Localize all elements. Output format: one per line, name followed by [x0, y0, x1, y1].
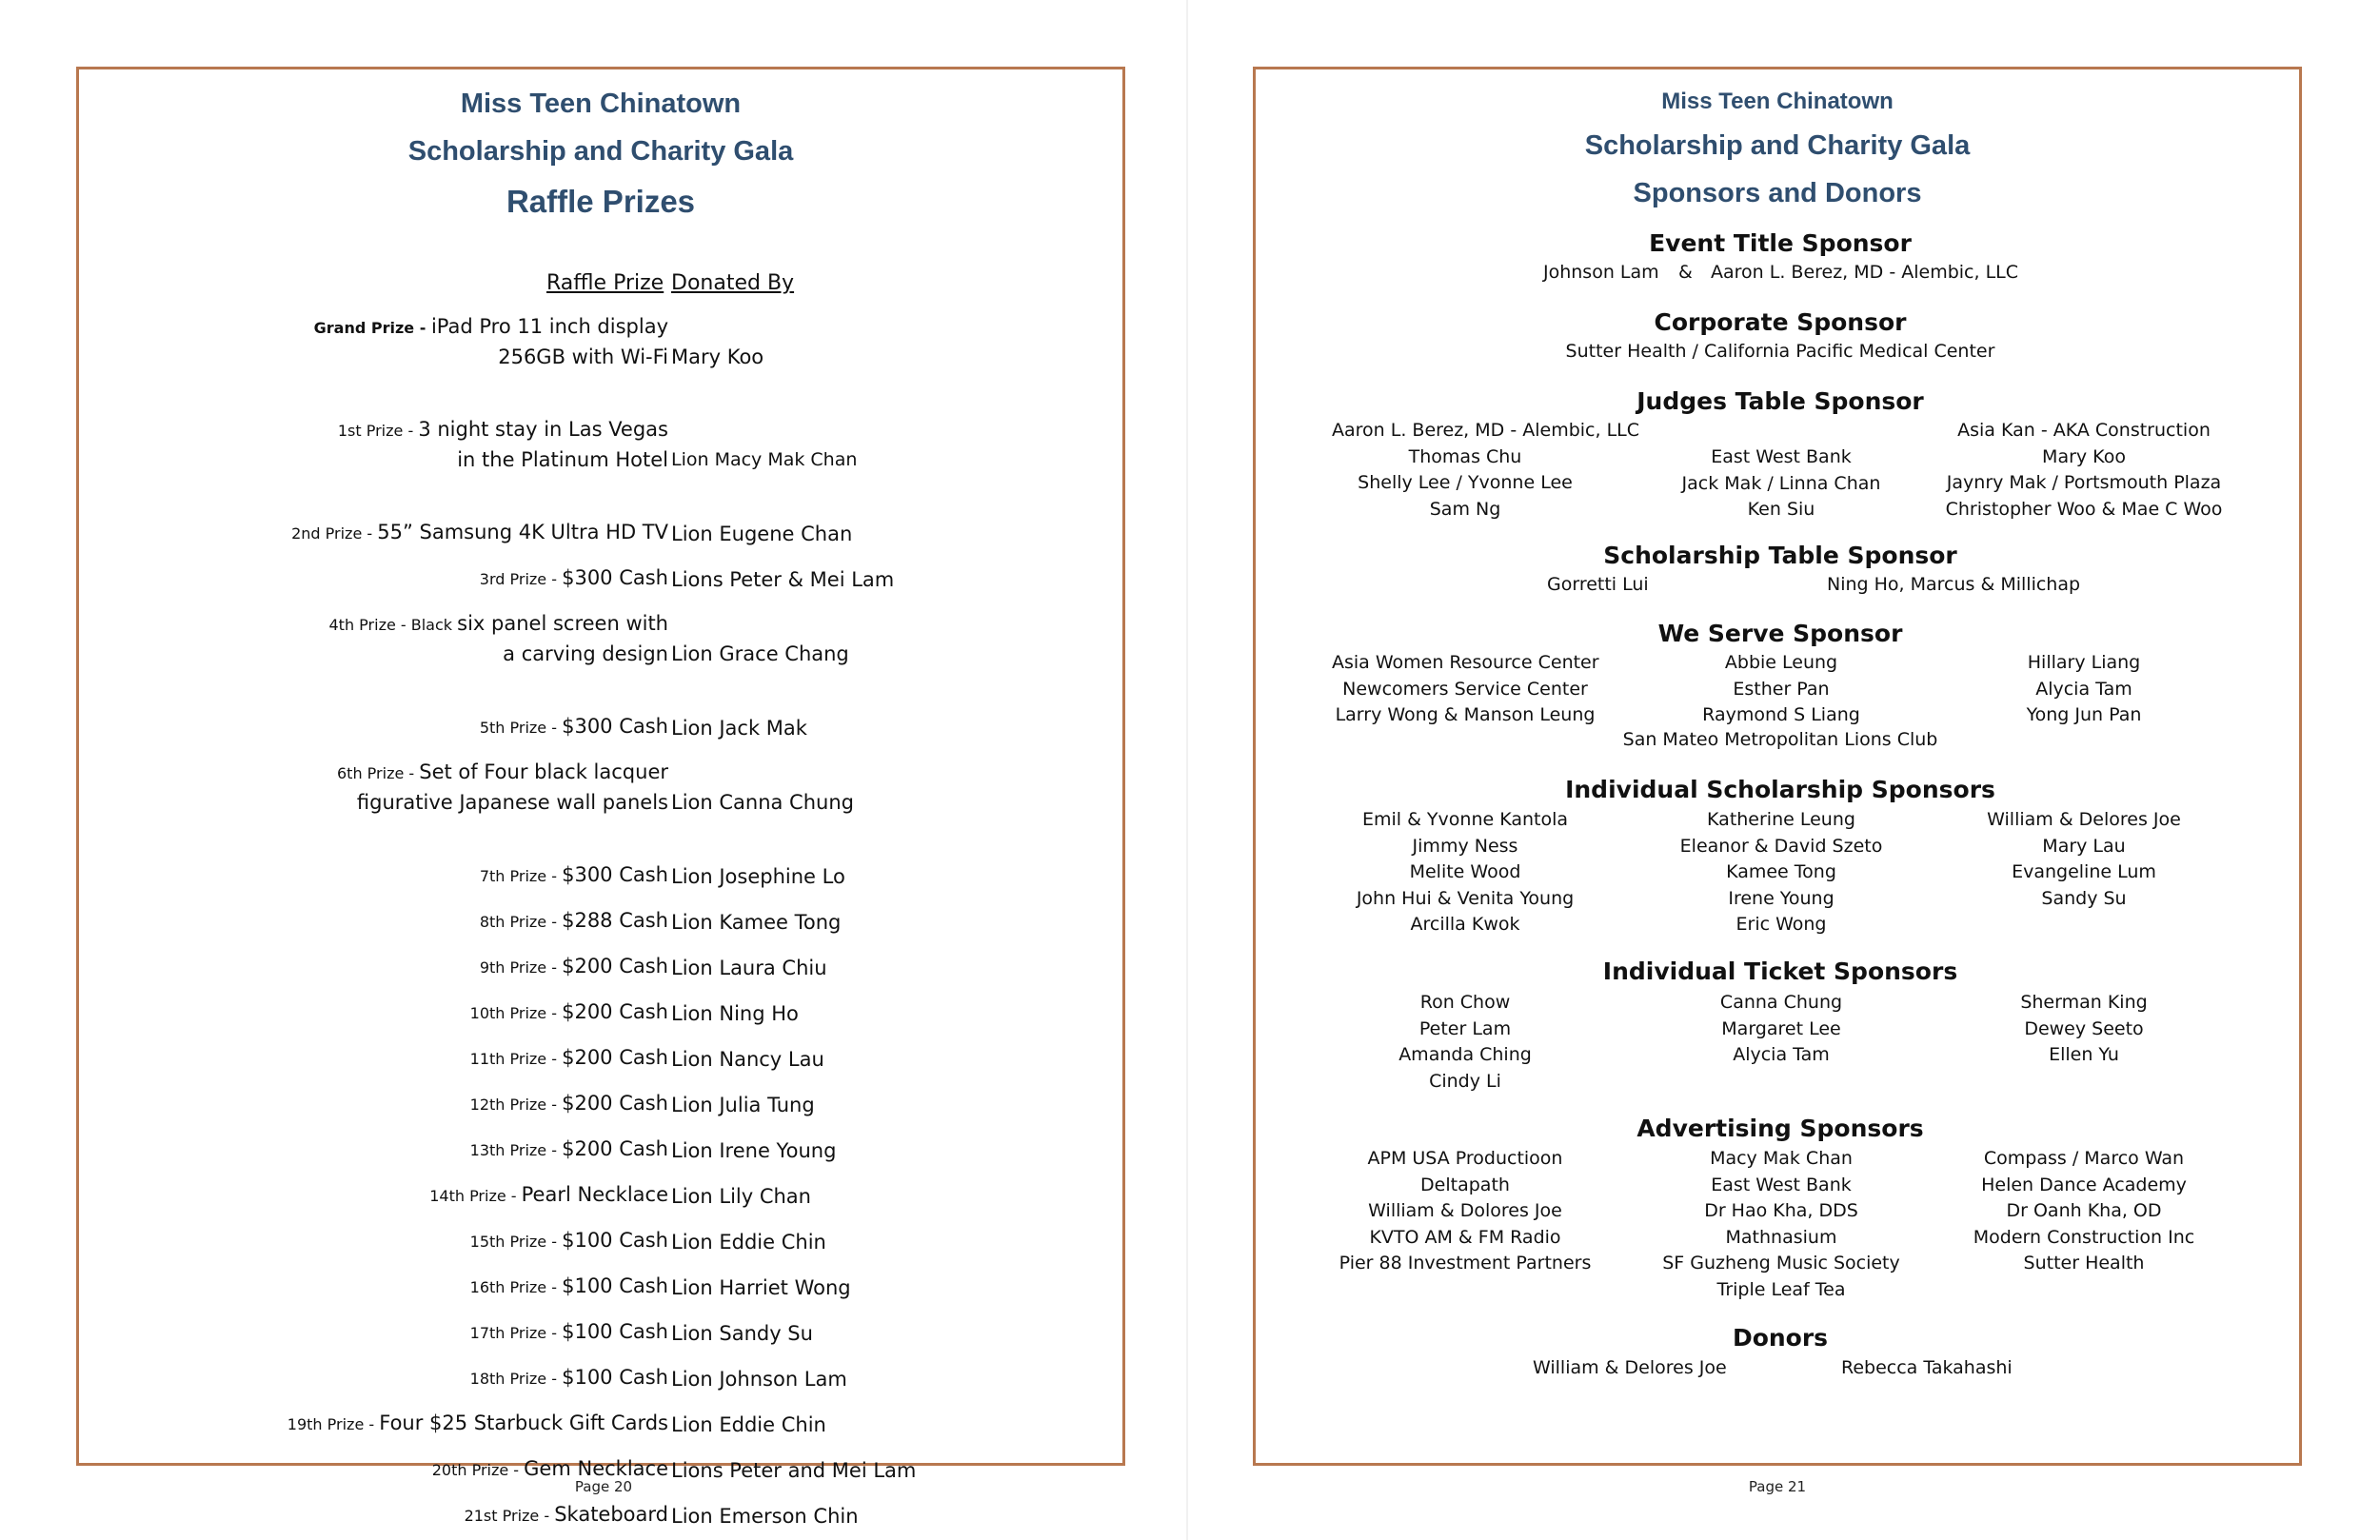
ticket-name: Peter Lam	[1418, 1017, 1512, 1039]
prize-donor: Lions Peter and Mei Lam	[671, 1459, 917, 1482]
adv-name: William & Dolores Joe	[1368, 1200, 1562, 1221]
judges-name: Mary Koo	[2042, 445, 2126, 467]
prize-donor: Lions Peter & Mei Lam	[671, 568, 895, 591]
event-title-sponsor-heading: Event Title Sponsor	[1649, 229, 1912, 257]
prize-label: 2nd Prize -	[291, 524, 378, 543]
corporate-sponsor: Sutter Health / California Pacific Medical Center	[1565, 341, 1995, 362]
prize-label: 19th Prize -	[287, 1415, 380, 1433]
weserve-name: Alycia Tam	[2035, 678, 2132, 700]
adv-col-2	[1629, 1146, 1934, 1303]
prize-label: 20th Prize -	[431, 1461, 525, 1479]
judges-name: Jaynry Mak / Portsmouth Plaza	[1946, 472, 2222, 493]
weserve-last: San Mateo Metropolitan Lions Club	[1622, 729, 1938, 750]
weserve-name: Raymond S Liang	[1702, 704, 1860, 725]
prize-donor: Lion Irene Young	[671, 1139, 837, 1162]
prize-row	[79, 417, 1128, 474]
prize-label: 9th Prize -	[479, 958, 563, 977]
adv-name: Dr Hao Kha, DDS	[1704, 1200, 1858, 1221]
prize-label: 12th Prize -	[469, 1096, 563, 1114]
judges-name: Christopher Woo & Mae C Woo	[1945, 498, 2223, 520]
prize-line-1: $200 Cash	[562, 1092, 668, 1115]
scholarship-sponsor-a: Gorretti Lui	[1547, 574, 1649, 595]
prize-description	[337, 758, 668, 817]
right-page-frame	[1253, 67, 2302, 1466]
prize-label: 18th Prize -	[469, 1370, 563, 1388]
weserve-col-3	[1922, 650, 2246, 729]
prize-line-1: $200 Cash	[562, 1046, 668, 1069]
indiv-name: Mary Lau	[2042, 835, 2126, 857]
prize-donor: Lion Eugene Chan	[671, 523, 853, 545]
col-header-prize: Raffle Prize	[546, 271, 664, 295]
judges-name: Ken Siu	[1747, 499, 1815, 520]
left-title-2: Scholarship and Charity Gala	[407, 136, 794, 167]
prize-description	[314, 312, 668, 371]
prize-label: 21st Prize -	[464, 1507, 555, 1525]
indiv-name: Katherine Leung	[1707, 809, 1855, 830]
prize-label: 17th Prize -	[469, 1324, 563, 1342]
left-title-3: Raffle Prizes	[506, 184, 696, 219]
adv-name: Macy Mak Chan	[1710, 1148, 1853, 1169]
prize-line-1: $300 Cash	[562, 715, 668, 738]
weserve-name: Hillary Liang	[2027, 652, 2141, 673]
ticket-name: Alycia Tam	[1733, 1044, 1830, 1065]
indiv-name: Sandy Su	[2041, 887, 2127, 909]
prize-line-1: Pearl Necklace	[521, 1183, 668, 1206]
prize-line-1: $288 Cash	[562, 909, 668, 932]
indiv-name: Kamee Tong	[1726, 861, 1836, 882]
ticket-name: Amanda Ching	[1398, 1044, 1532, 1065]
prize-donor: Lion Grace Chang	[671, 642, 849, 665]
prize-line-1: 55” Samsung 4K Ultra HD TV	[377, 521, 668, 543]
judges-name: Sam Ng	[1429, 498, 1501, 520]
judges-name: East West Bank	[1711, 446, 1852, 467]
donors-heading: Donors	[1732, 1324, 1829, 1352]
indiv-name: Melite Wood	[1409, 861, 1521, 882]
prize-donor: Lion Emerson Chin	[671, 1505, 859, 1528]
weserve-col-1	[1332, 650, 1598, 729]
prize-donor: Lion Kamee Tong	[671, 911, 842, 934]
adv-col-1	[1332, 1146, 1598, 1277]
prize-description	[480, 712, 668, 742]
col-header-donor: Donated By	[671, 271, 795, 295]
we-serve-sponsor-heading: We Serve Sponsor	[1657, 620, 1903, 647]
event-sponsor-a: Johnson Lam	[1543, 262, 1659, 283]
left-title-1: Miss Teen Chinatown	[460, 89, 742, 119]
prize-line-1: 3 night stay in Las Vegas	[418, 418, 668, 441]
judges-name: Shelly Lee / Yvonne Lee	[1358, 472, 1573, 493]
judges-name: Asia Kan - AKA Construction	[1957, 420, 2211, 441]
prize-donor: Lion Lily Chan	[671, 1185, 811, 1208]
prize-donor: Lion Julia Tung	[671, 1094, 815, 1116]
prize-donor: Lion Canna Chung	[671, 791, 854, 814]
prize-line-1: Set of Four black lacquer	[419, 760, 668, 783]
prize-description	[480, 563, 668, 594]
prize-donor: Mary Koo	[671, 346, 764, 368]
adv-name: Deltapath	[1420, 1174, 1510, 1195]
event-sponsor-b: Aaron L. Berez, MD - Alembic, LLC	[1711, 262, 2018, 283]
judges-table-sponsor-heading: Judges Table Sponsor	[1636, 387, 1924, 415]
prize-donor: Lion Sandy Su	[671, 1322, 813, 1345]
prize-line-1: $300 Cash	[562, 863, 668, 886]
prize-label: 4th Prize - Black	[328, 616, 458, 634]
indiv-name: William & Delores Joe	[1987, 809, 2181, 830]
donor-b: Rebecca Takahashi	[1841, 1357, 2013, 1378]
adv-col-3	[1922, 1146, 2246, 1277]
weserve-col-2	[1629, 650, 1934, 729]
prize-label: 3rd Prize -	[479, 570, 563, 588]
adv-name: Pier 88 Investment Partners	[1339, 1253, 1592, 1273]
scholarship-sponsor-b: Ning Ho, Marcus & Millichap	[1827, 574, 2081, 595]
ticket-name: Ron Chow	[1419, 992, 1511, 1013]
prize-row	[79, 685, 1128, 742]
weserve-name: Asia Women Resource Center	[1332, 652, 1599, 673]
indiv-name: John Hui & Venita Young	[1356, 887, 1575, 909]
indiv-name: Eleanor & David Szeto	[1679, 835, 1883, 857]
prize-donor: Lion Nancy Lau	[671, 1048, 824, 1071]
prize-line-2: figurative Japanese wall panels	[356, 791, 668, 814]
prize-label: 8th Prize -	[479, 913, 563, 931]
prize-line-2: in the Platinum Hotel	[457, 448, 668, 471]
prize-label: 11th Prize -	[469, 1050, 563, 1068]
donor-a: William & Delores Joe	[1533, 1357, 1727, 1378]
ticket-name: Cindy Li	[1429, 1070, 1501, 1092]
ticket-name: Canna Chung	[1719, 992, 1843, 1013]
prize-label: 1st Prize -	[337, 422, 419, 440]
prize-label: 5th Prize -	[479, 719, 563, 737]
judges-name: Jack Mak / Linna Chan	[1681, 472, 1881, 494]
weserve-name: Esther Pan	[1733, 678, 1830, 700]
indiv-name: Irene Young	[1728, 887, 1835, 909]
right-title-3: Sponsors and Donors	[1633, 178, 1922, 208]
adv-name: Dr Oanh Kha, OD	[2006, 1200, 2162, 1221]
prize-label: 15th Prize -	[469, 1233, 563, 1251]
prize-line-1: $100 Cash	[562, 1274, 668, 1297]
adv-name: Compass / Marco Wan	[1983, 1148, 2185, 1169]
individual-scholarship-heading: Individual Scholarship Sponsors	[1565, 776, 1995, 803]
prize-description	[329, 609, 669, 668]
adv-name: Mathnasium	[1725, 1226, 1837, 1248]
prize-label: 7th Prize -	[479, 867, 563, 885]
right-title-2: Scholarship and Charity Gala	[1584, 130, 1971, 161]
ticket-col-1	[1332, 990, 1598, 1095]
weserve-name: Abbie Leung	[1724, 652, 1838, 673]
weserve-name: Newcomers Service Center	[1342, 678, 1588, 700]
prize-row	[79, 314, 1128, 371]
prize-line-1: $200 Cash	[562, 1000, 668, 1023]
prize-label: 14th Prize -	[429, 1187, 522, 1205]
indiv-name: Jimmy Ness	[1412, 835, 1518, 857]
prize-donor: Lion Jack Mak	[671, 717, 807, 740]
prize-description	[338, 415, 668, 474]
weserve-name: Larry Wong & Manson Leung	[1335, 704, 1596, 725]
prize-donor: Lion Harriet Wong	[671, 1276, 851, 1299]
prize-line-1: $300 Cash	[562, 566, 668, 589]
event-sponsor-amp: &	[1678, 262, 1693, 283]
judges-name: Aaron L. Berez, MD - Alembic, LLC	[1332, 420, 1639, 441]
corporate-sponsor-heading: Corporate Sponsor	[1654, 308, 1907, 336]
ticket-name: Ellen Yu	[2049, 1044, 2119, 1065]
judges-col-2	[1629, 444, 1934, 523]
prize-donor: Lion Macy Mak Chan	[671, 449, 858, 470]
adv-name: Modern Construction Inc	[1973, 1226, 2195, 1248]
prize-description	[465, 1500, 668, 1530]
prize-row	[79, 611, 1128, 668]
adv-name: SF Guzheng Music Society	[1662, 1253, 1900, 1273]
ticket-name: Sherman King	[2020, 992, 2148, 1013]
prize-label: 10th Prize -	[469, 1004, 563, 1022]
prize-donor: Lion Ning Ho	[671, 1002, 799, 1025]
adv-name: Sutter Health	[2023, 1253, 2145, 1273]
prize-line-1: $100 Cash	[562, 1229, 668, 1252]
prize-label: Grand Prize -	[313, 319, 431, 337]
prize-line-2: a carving design	[503, 642, 668, 665]
individual-ticket-heading: Individual Ticket Sponsors	[1602, 958, 1958, 985]
indiv-name: Emil & Yvonne Kantola	[1361, 809, 1569, 830]
prize-donor: Lion Laura Chiu	[671, 957, 827, 979]
judges-col-1	[1332, 418, 1639, 523]
weserve-name: Yong Jun Pan	[2026, 704, 2142, 725]
indiv-col-2	[1629, 807, 1934, 938]
page-number-right: Page 21	[1748, 1478, 1807, 1495]
prize-line-1: iPad Pro 11 inch display	[430, 315, 668, 338]
indiv-name: Arcilla Kwok	[1410, 914, 1520, 935]
prize-label: 13th Prize -	[469, 1141, 563, 1159]
judges-name: Thomas Chu	[1408, 445, 1522, 467]
indiv-col-1	[1332, 807, 1598, 938]
prize-line-1: Four $25 Starbuck Gift Cards	[379, 1412, 668, 1434]
adv-name: Triple Leaf Tea	[1716, 1278, 1846, 1300]
prize-line-1: Skateboard	[554, 1503, 668, 1526]
prize-row	[79, 537, 1128, 594]
adv-name: Helen Dance Academy	[1981, 1174, 2187, 1195]
prize-label: 6th Prize -	[337, 764, 420, 782]
indiv-col-3	[1922, 807, 2246, 912]
prize-row	[79, 760, 1128, 817]
adv-name: East West Bank	[1711, 1174, 1852, 1195]
prize-donor: Lion Johnson Lam	[671, 1368, 847, 1391]
ticket-col-2	[1629, 990, 1934, 1069]
advertising-heading: Advertising Sponsors	[1636, 1115, 1924, 1142]
prize-donor: Lion Josephine Lo	[671, 865, 845, 888]
indiv-name: Evangeline Lum	[2012, 861, 2156, 882]
prize-line-1: $100 Cash	[562, 1366, 668, 1389]
page-number-left: Page 20	[574, 1478, 633, 1495]
prize-line-1: Gem Necklace	[524, 1457, 668, 1480]
ticket-name: Margaret Lee	[1721, 1017, 1841, 1039]
adv-name: APM USA Productioon	[1367, 1148, 1563, 1169]
adv-name: KVTO AM & FM Radio	[1369, 1226, 1561, 1248]
ticket-col-3	[1922, 990, 2246, 1069]
prize-label: 16th Prize -	[469, 1278, 563, 1296]
prize-line-1: $100 Cash	[562, 1320, 668, 1343]
prize-donor: Lion Eddie Chin	[671, 1231, 826, 1254]
gutter	[1186, 0, 1188, 1540]
scholarship-table-sponsor-heading: Scholarship Table Sponsor	[1603, 542, 1957, 569]
ticket-name: Dewey Seeto	[2024, 1017, 2144, 1039]
judges-col-3	[1922, 418, 2246, 523]
indiv-name: Eric Wong	[1735, 914, 1827, 935]
prize-line-1: $200 Cash	[562, 955, 668, 977]
prize-line-2: 256GB with Wi-Fi	[498, 346, 668, 368]
prize-line-1: six panel screen with	[457, 612, 668, 635]
right-title-1: Miss Teen Chinatown	[1661, 89, 1894, 114]
prize-donor: Lion Eddie Chin	[671, 1413, 826, 1436]
prize-line-1: $200 Cash	[562, 1137, 668, 1160]
